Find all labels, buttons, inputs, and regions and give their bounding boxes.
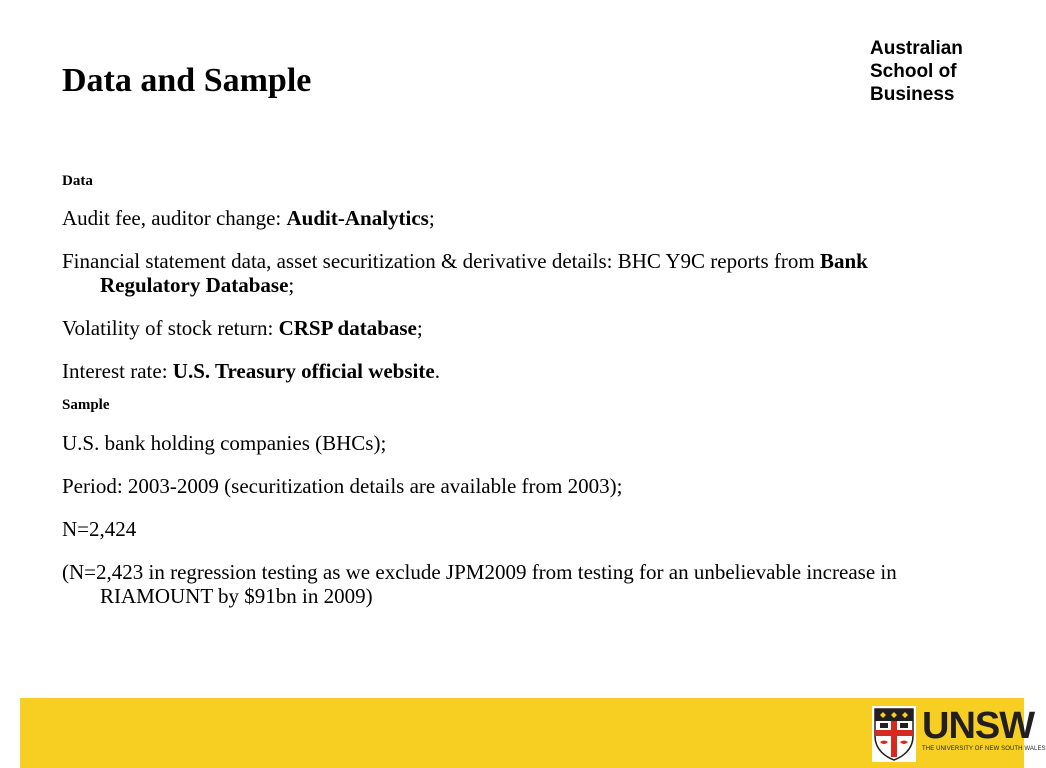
sample-item-period: Period: 2003-2009 (securitization details are available from 2003); [62,474,623,498]
data-heading: Data [62,173,93,189]
data-item-prefix: Interest rate: [62,359,173,383]
school-name-line-3: Business [870,84,955,105]
data-item-volatility [62,316,942,340]
sample-item-n: N=2,424 [62,517,137,541]
unsw-crest-icon [872,706,916,762]
data-item-suffix: ; [288,273,295,297]
unsw-wordmark: UNSW [922,705,1035,747]
slide-title: Data and Sample [62,62,312,99]
data-item-interest [62,359,942,383]
unsw-logo [872,705,1046,762]
sample-heading: Sample [62,397,110,413]
data-item-source: Bank Regulatory Database [100,249,868,297]
data-item-suffix: ; [416,316,423,340]
school-name-line-2: School of [870,61,957,82]
school-name [870,37,963,106]
sample-item-bhcs: U.S. bank holding companies (BHCs); [62,431,387,455]
data-item-suffix: ; [428,206,435,230]
unsw-subtext: THE UNIVERSITY OF NEW SOUTH WALES [922,746,1046,752]
data-item-prefix: Audit fee, auditor change: [62,206,287,230]
slide-body [62,172,942,627]
data-item-prefix: Volatility of stock return: [62,316,279,340]
data-item-prefix: Financial statement data, asset securitization & derivative details: BHC Y9C reports from [62,249,820,273]
data-item-source: U.S. Treasury official website [172,359,435,383]
sample-item-regression-note: (N=2,423 in regression testing as we exclude JPM2009 from testing for an unbelievable increase in RIAMOUNT by $91bn in 2009) [62,560,897,608]
data-item-source: Audit-Analytics [286,206,429,230]
data-item-suffix: . [434,359,440,383]
school-name-line-1: Australian [870,38,963,59]
data-item-financial [62,249,942,297]
data-item-source: CRSP database [278,316,417,340]
data-item-audit [62,206,942,230]
